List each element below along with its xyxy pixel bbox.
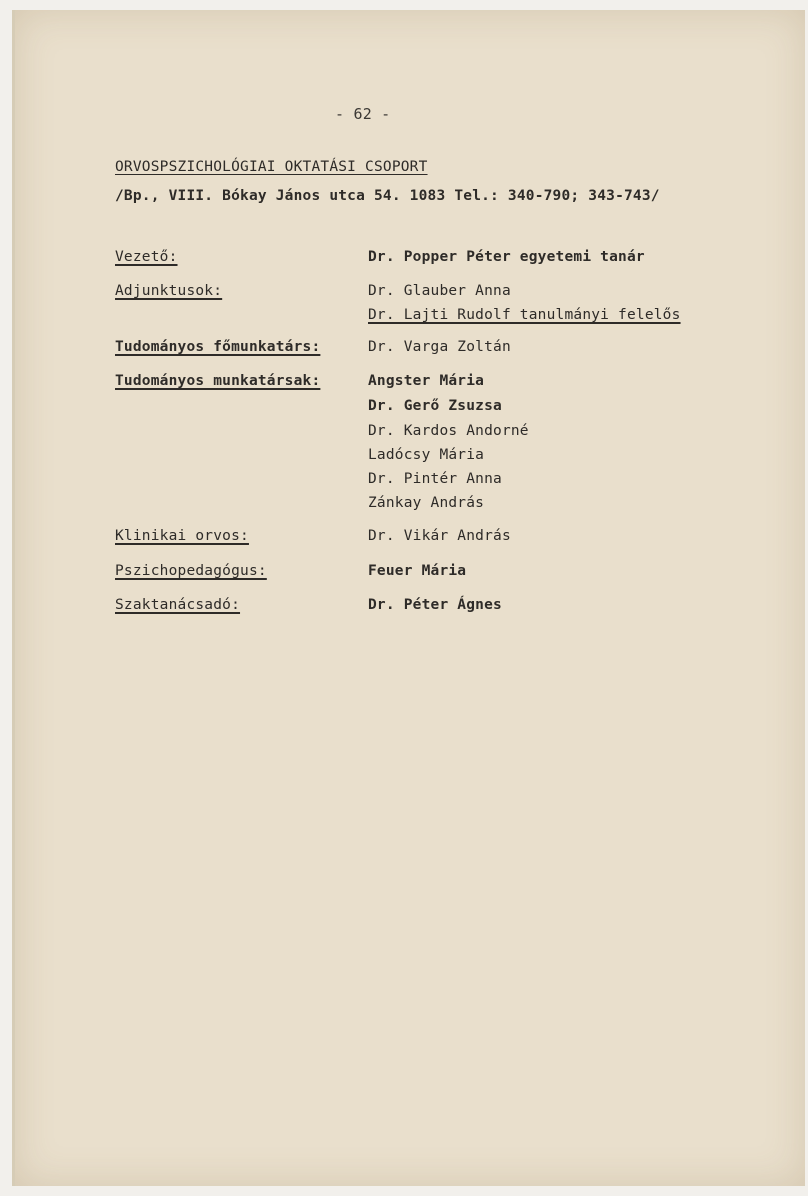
page-number: - 62 - bbox=[335, 105, 391, 123]
staff-name: Dr. Gerő Zsuzsa bbox=[368, 398, 502, 414]
role-label-senior-research-fellow: Tudományos főmunkatárs: bbox=[115, 339, 321, 355]
staff-name: Feuer Mária bbox=[368, 563, 467, 579]
staff-name: Angster Mária bbox=[368, 373, 485, 389]
document-heading: ORVOSPSZICHOLÓGIAI OKTATÁSI CSOPORT bbox=[115, 159, 428, 175]
role-label-research-fellows: Tudományos munkatársak: bbox=[115, 373, 321, 389]
staff-name: Ladócsy Mária bbox=[368, 447, 485, 463]
role-label-assistant-professors: Adjunktusok: bbox=[115, 283, 223, 299]
role-label-consultant: Szaktanácsadó: bbox=[115, 597, 241, 613]
staff-name: Zánkay András bbox=[368, 495, 485, 511]
address-line: /Bp., VIII. Bókay János utca 54. 1083 Tel.: 340-790; 343-743/ bbox=[115, 188, 660, 204]
staff-name: Dr. Kardos Andorné bbox=[368, 423, 529, 439]
role-label-psychopedagogue: Pszichopedagógus: bbox=[115, 563, 267, 579]
staff-name: Dr. Lajti Rudolf tanulmányi felelős bbox=[368, 307, 681, 323]
staff-name: Dr. Pintér Anna bbox=[368, 471, 502, 487]
staff-name: Dr. Popper Péter egyetemi tanár bbox=[368, 249, 645, 265]
staff-name: Dr. Varga Zoltán bbox=[368, 339, 511, 355]
staff-name: Dr. Péter Ágnes bbox=[368, 597, 502, 613]
staff-name: Dr. Glauber Anna bbox=[368, 283, 511, 299]
role-label-head: Vezető: bbox=[115, 249, 178, 265]
role-label-clinical-physician: Klinikai orvos: bbox=[115, 528, 249, 544]
staff-name: Dr. Vikár András bbox=[368, 528, 511, 544]
